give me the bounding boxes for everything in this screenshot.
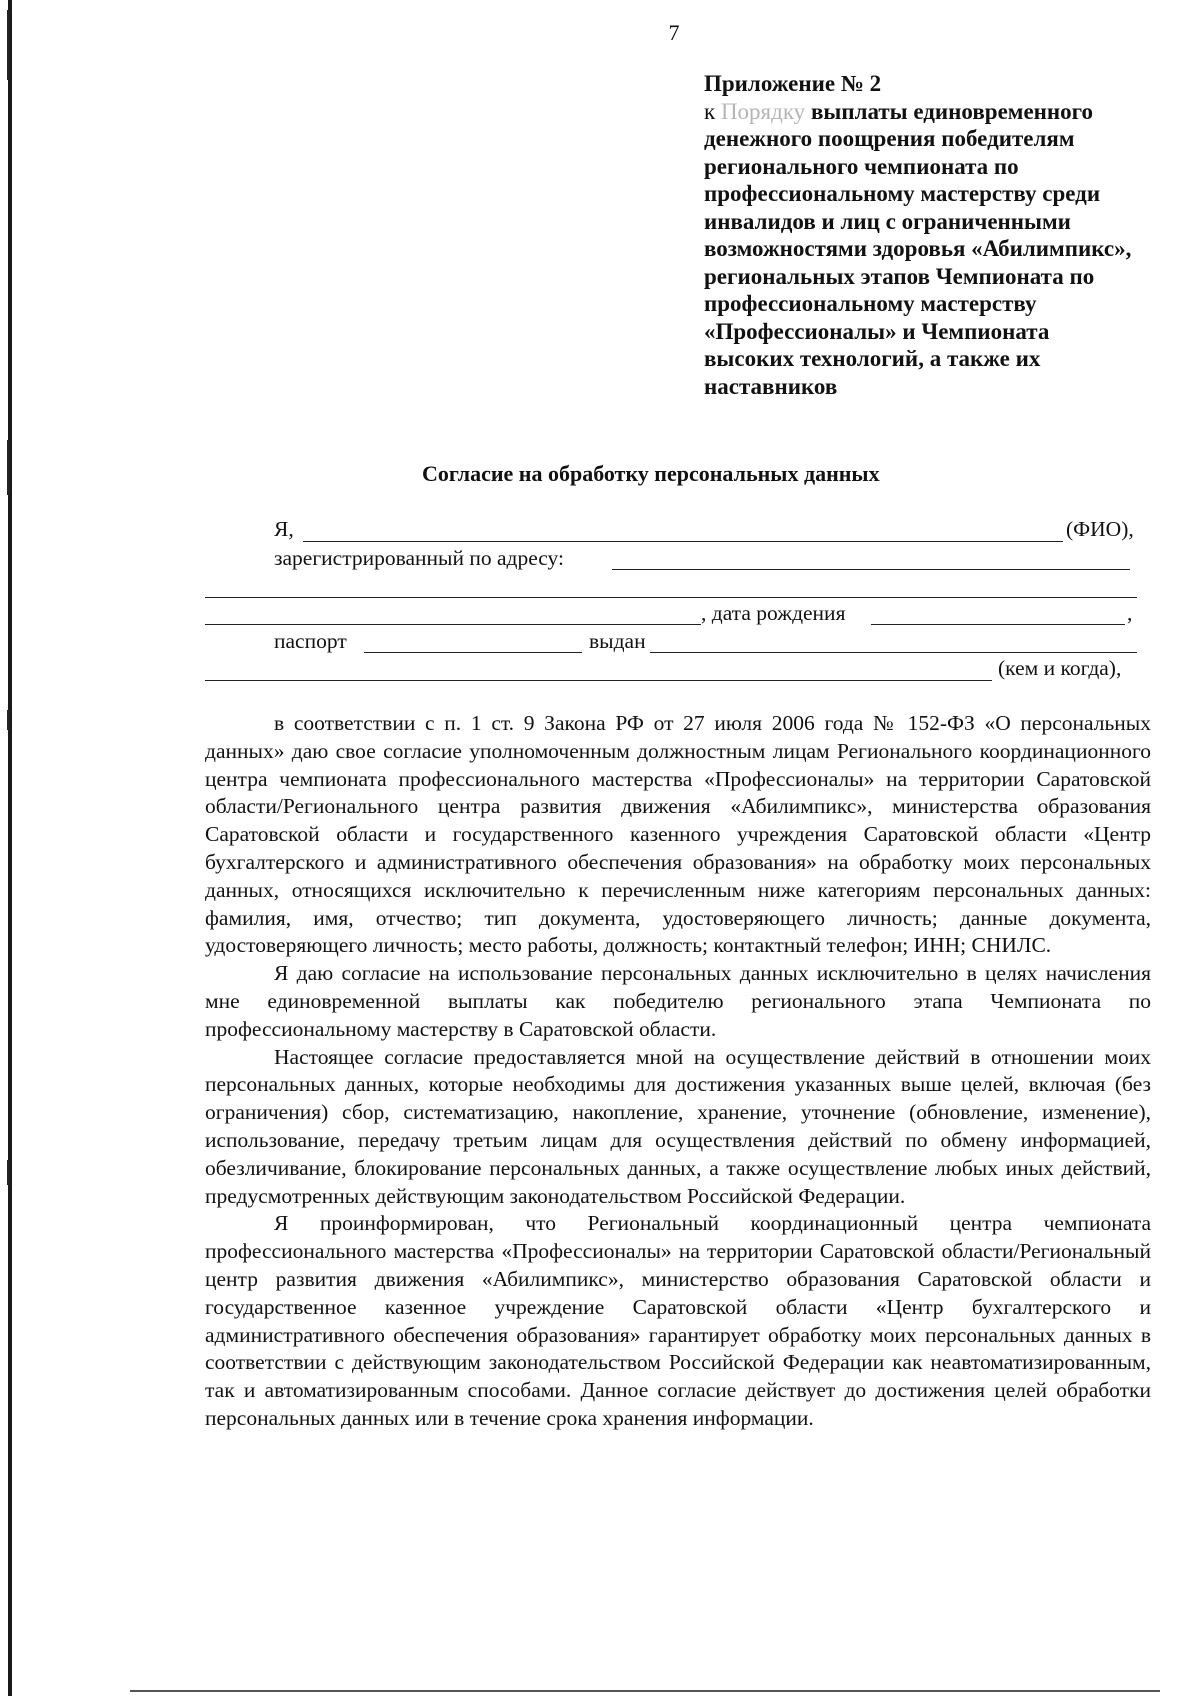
scan-edge xyxy=(8,0,12,1696)
page-number: 7 xyxy=(668,20,680,45)
paragraph: в соответствии с п. 1 ст. 9 Закона РФ от 27 июля 2006 года № 152-ФЗ «О персональных данных» даю свое согласие уполномоченным должностным лицам Регионального координационного центра чемпионата профессионального мастерства «Профессионалы» на территории Саратовской области/Регионального центра развития движения «Абилимпикс», министерства образования Саратовской области и государственного казенного учреждения Саратовской области «Центр бухгалтерского и административного обеспечения образования» на обработку моих персональных данных, относящихся исключительно к перечисленным ниже категориям персональных данных: фамилия, имя, отчество; тип документа, удостоверяющего личность; данные документа, удостоверяющего личность; место работы, должность; контактный телефон; ИНН; СНИЛС. xyxy=(205,711,1151,958)
paragraph: Я даю согласие на использование персональных данных исключительно в целях начисления мне единовременной выплаты как победителю регионального этапа Чемпионата по профессиональному мастерству в Саратовской области. xyxy=(205,961,1151,1041)
scan-mark xyxy=(7,1160,10,1185)
paragraph: Настоящее согласие предоставляется мной на осуществление действий в отношении моих персональных данных, которые необходимы для достижения указанных выше целей, включая (без ограничения) сбор, систематизацию, накопление, хранение, уточнение (обновление, изменение), использование, передачу третьим лицам для осуществления действий по обмену информацией, обезличивание, блокирование персональных данных, а также осуществление любых иных действий, предусмотренных действующим законодательством Российской Федерации. xyxy=(205,1044,1151,1208)
fio-label: (ФИО), xyxy=(1066,517,1134,541)
issued-line[interactable] xyxy=(650,652,1137,653)
who-when-label: (кем и когда), xyxy=(998,656,1122,680)
document-title: Согласие на обработку персональных данных xyxy=(422,461,880,486)
issued-line-2[interactable] xyxy=(205,680,992,681)
appendix-faint-word: Порядку xyxy=(720,98,806,124)
address-line[interactable] xyxy=(612,569,1130,570)
passport-label: паспорт xyxy=(274,629,347,653)
appendix-prefix: к xyxy=(704,98,716,124)
scan-mark xyxy=(7,440,10,495)
passport-line[interactable] xyxy=(364,652,582,653)
birth-date-end: , xyxy=(1127,601,1133,625)
consent-body xyxy=(205,710,1151,1433)
bottom-rule xyxy=(130,1690,1160,1692)
appendix-text: выплаты единовременного денежного поощрения победителям регионального чемпионата по профессиональному мастерству среди инвалидов и лиц с ограниченными возможностями здоровья «Абилимпикс», региональных этапов Чемпионата по профессиональному мастерству «Профессионалы» и Чемпионата высоких технологий, а также их наставников xyxy=(704,98,1132,399)
birth-date-label: , дата рождения xyxy=(701,601,846,625)
appendix-title: Приложение № 2 xyxy=(704,71,882,96)
fio-line[interactable] xyxy=(303,541,1063,542)
paragraph: Я проинформирован, что Региональный координационный центра чемпионата профессионального мастерства «Профессионалы» на территории Саратовской области/Региональный центр развития движения «Абилимпикс», министерство образования Саратовской области и государственное казенное учреждение Саратовской области «Центр бухгалтерского и административного обеспечения образования» гарантирует обработку моих персональных данных в соответствии с действующим законодательством Российской Федерации как неавтоматизированным, так и автоматизированным способами. Данное согласие действует до достижения целей обработки персональных данных или в течение срока хранения информации. xyxy=(205,1211,1151,1430)
address-line-3[interactable] xyxy=(205,624,701,625)
address-line-2[interactable] xyxy=(205,597,1137,598)
i-label: Я, xyxy=(274,517,294,541)
scan-mark xyxy=(7,710,10,730)
address-label: зарегистрированный по адресу: xyxy=(274,546,564,570)
appendix-subtitle xyxy=(704,98,1144,401)
appendix-header xyxy=(704,70,1144,400)
issued-label: выдан xyxy=(589,629,646,653)
birth-date-line[interactable] xyxy=(871,624,1125,625)
